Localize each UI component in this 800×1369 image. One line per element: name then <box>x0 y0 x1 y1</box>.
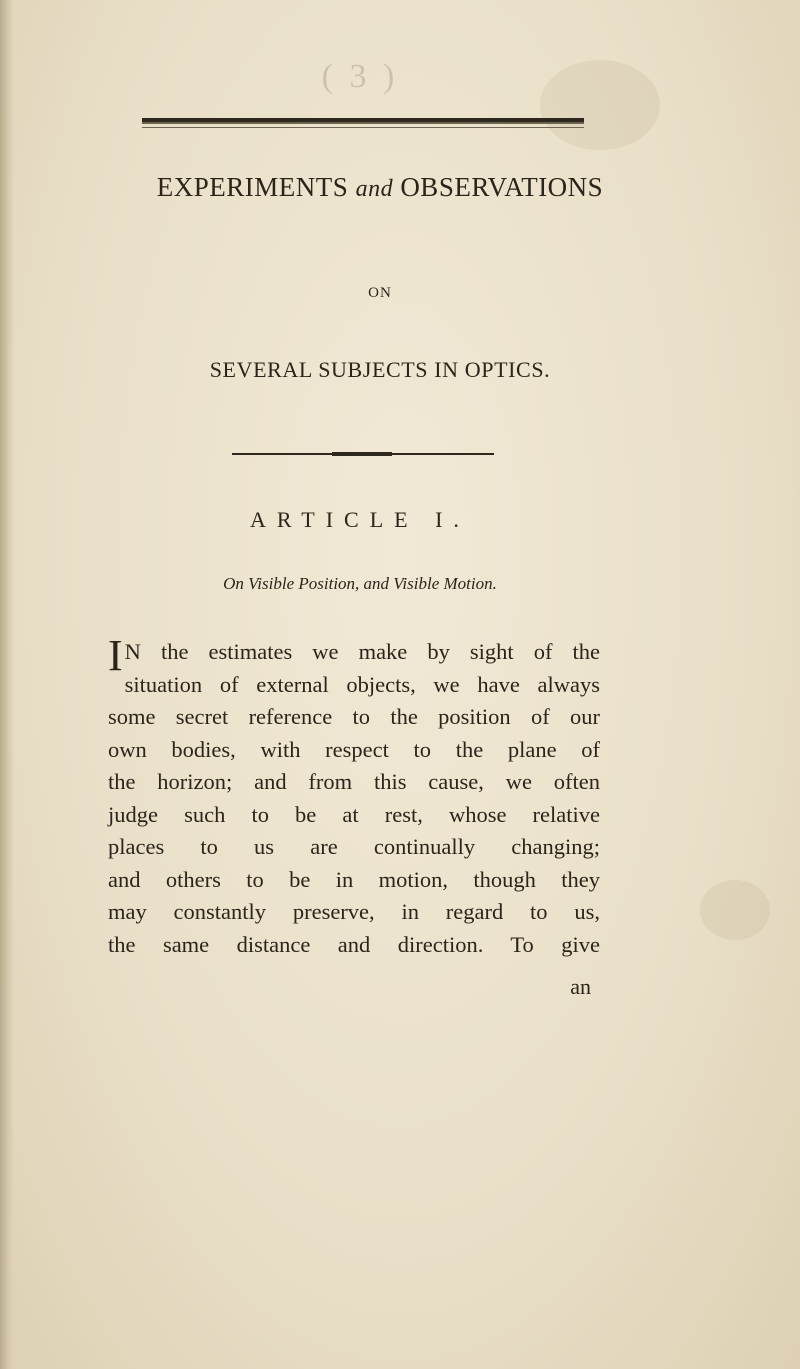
article-heading: ARTICLE I. <box>250 507 470 532</box>
body-line-text: N the estimates we make by sight of the <box>124 639 600 664</box>
body-line: the same distance and direction. To give <box>108 931 600 957</box>
paper-stain <box>540 60 660 150</box>
drop-cap: I <box>108 631 123 680</box>
body-line: some secret reference to the position of our <box>108 704 600 729</box>
header-rule-thin <box>142 127 584 128</box>
body-line: the horizon; and from this cause, we often <box>108 769 600 794</box>
article-subtitle: On Visible Position, and Visible Motion. <box>223 574 497 593</box>
title-on-word: ON <box>368 285 392 301</box>
body-line: own bodies, with respect to the plane of <box>108 736 600 762</box>
body-paragraph <box>108 631 600 961</box>
title-part-1: EXPERIMENTS <box>156 172 349 202</box>
body-line: and others to be in motion, though they <box>108 866 600 892</box>
page-gutter-shadow <box>0 0 14 1369</box>
title-part-2: OBSERVATIONS <box>400 172 604 202</box>
body-line: places to us are continually changing; <box>108 834 600 859</box>
catchword: an <box>570 974 591 999</box>
page-subtitle: SEVERAL SUBJECTS IN OPTICS. <box>209 357 551 382</box>
section-rule-ornament <box>332 452 392 456</box>
body-line: situation of external objects, we have always <box>124 671 600 697</box>
header-rule <box>142 118 584 124</box>
page-number: ( 3 ) <box>321 58 399 95</box>
page-title <box>120 172 640 203</box>
title-conjunction: and <box>355 176 394 202</box>
body-line: judge such to be at rest, whose relative <box>108 801 600 827</box>
section-rule <box>232 453 494 455</box>
paper-stain <box>700 880 770 940</box>
body-line <box>108 631 600 680</box>
body-line: may constantly preserve, in regard to us, <box>108 899 600 924</box>
